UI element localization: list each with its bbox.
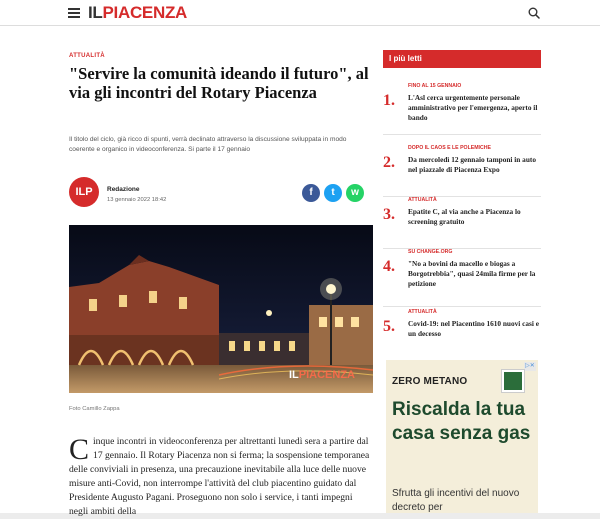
whatsapp-share-icon[interactable]: w [346,184,364,202]
most-read-category: FINO AL 15 GENNAIO [408,83,462,89]
watermark-piacenza: PIACENZA [298,369,356,381]
logo-il: IL [88,3,103,22]
article-body-text: inque incontri in videoconferenza per altrettanti lunedì sera a partire dal 17 gennaio. Il Rotary Piacenza non si ferma; la sospensione temporanea delle conviviali in presenza, una precauzione inevitabile alla luce delle nuove misure anti-Covid, non interrompe l'attività del club piacentino guidato dal Presidente Augusto Pagani. Proseguono non solo i service, i tanti impegni negli ambiti della [69,436,370,517]
photo-watermark [289,369,355,381]
most-read-item[interactable] [383,83,541,135]
most-read-title: I più letti [383,50,541,68]
most-read-rank: 3. [383,206,395,223]
top-navigation-bar [0,0,600,26]
article-body [69,435,373,519]
site-logo[interactable] [88,3,187,23]
article-headline: "Servire la comunità ideando il futuro", al via gli incontri del Rotary Piacenza [69,64,369,102]
author-avatar: ILP [69,177,99,207]
ad-brand: ZERO METANO [392,376,468,387]
most-read-category: ATTUALITÀ [408,197,437,203]
author-name[interactable]: Redazione [107,186,140,193]
ad-subtext: Sfrutta gli incentivi del nuovo decreto per [392,488,520,513]
advertisement[interactable] [386,360,538,513]
author-row [69,177,373,209]
hamburger-menu-icon[interactable] [68,8,80,18]
photo-credit: Foto Camillo Zappa [69,406,120,412]
most-read-rank: 1. [383,92,395,109]
most-read-item[interactable] [383,249,541,307]
most-read-item[interactable] [383,197,541,249]
most-read-category: ATTUALITÀ [408,309,437,315]
facebook-share-icon[interactable]: f [302,184,320,202]
article-category[interactable]: ATTUALITÀ [69,53,105,59]
night-square-illustration [69,225,373,393]
most-read-item[interactable] [383,309,541,355]
most-read-item[interactable] [383,145,541,197]
most-read-link[interactable]: "No a bovini da macello e biogas a Borgotrebbia", quasi 24mila firme per la petizione [408,259,536,288]
most-read-category: DOPO IL CAOS E LE POLEMICHE [408,145,491,151]
most-read-category: SU CHANGE.ORG [408,249,453,255]
twitter-share-icon[interactable]: t [324,184,342,202]
publish-date: 13 gennaio 2022 18:42 [107,197,167,203]
most-read-rank: 2. [383,154,395,171]
most-read-rank: 5. [383,318,395,335]
most-read-link[interactable]: Da mercoledì 12 gennaio tamponi in auto nel piazzale di Piacenza Expo [408,155,536,174]
watermark-il: IL [289,369,299,381]
article-photo[interactable] [69,225,373,393]
most-read-link[interactable]: Epatite C, al via anche a Piacenza lo screening gratuito [408,207,521,226]
page-content [0,26,600,517]
most-read-link[interactable]: Covid-19: nel Piacentino 1610 nuovi casi e un decesso [408,319,539,338]
ad-choices-close-icon[interactable]: ▷✕ [525,363,535,369]
search-icon[interactable] [528,7,540,19]
logo-piacenza: PIACENZA [102,3,188,22]
drop-cap: C [69,433,90,466]
ad-headline: Riscalda la tua casa senza gas [392,399,531,444]
article-summary: Il titolo del ciclo, già ricco di spunti, verrà declinato attraverso la discussione sviluppata in modo coerente e organico in videoconferenza. Si parte il 17 gennaio [69,136,347,153]
most-read-link[interactable]: L'Asl cerca urgentemente personale amministrativo per l'emergenza, aperto il bando [408,93,538,122]
most-read-rank: 4. [383,258,395,275]
ad-badge-icon [502,370,524,392]
